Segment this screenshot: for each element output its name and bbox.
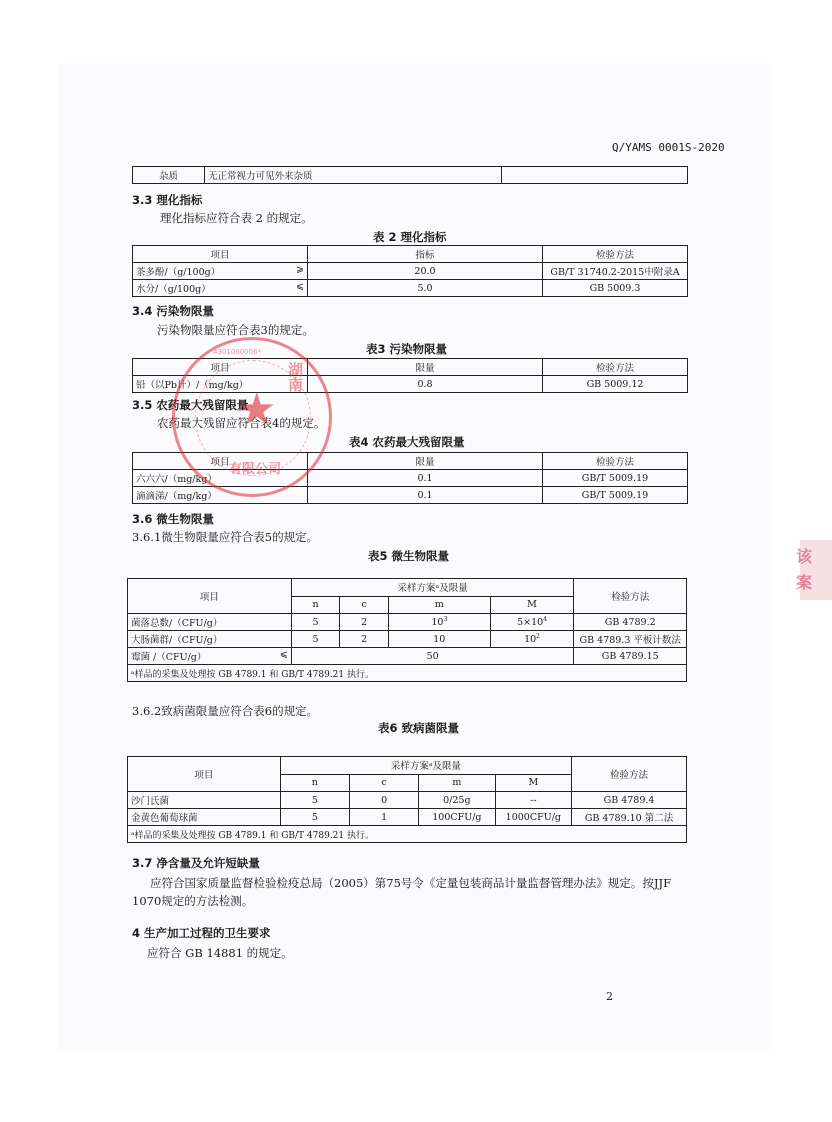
- table-subheader-row: n c m M: [128, 774, 687, 792]
- section-3-5-title: 3.5 农药最大残留限量: [132, 398, 249, 412]
- section-3-6-title: 3.6 微生物限量: [132, 512, 214, 526]
- stamp-text-bottom: 有限公司: [229, 462, 282, 477]
- section-4-text: 应符合 GB 14881 的规定。: [147, 946, 293, 960]
- table-5-caption: 表5 微生物限量: [368, 549, 450, 563]
- table-2-caption: 表 2 理化指标: [373, 230, 447, 244]
- section-3-6-1-text: 3.6.1微生物限量应符合表5的规定。: [132, 530, 319, 544]
- section-3-7-text-line2: 1070规定的方法检测。: [132, 894, 254, 908]
- table-header-row: 项目 采样方案ᵃ及限量 检验方法: [128, 757, 687, 775]
- table-header-row: 项目 限量 检验方法: [133, 359, 688, 376]
- table-row: 大肠菌群/（CFU/g） 5 2 10 $10^2$ GB 4789.3 平板计数法: [128, 631, 687, 648]
- stamp-serial: 4301000006*: [213, 348, 262, 356]
- pesticide-table: [132, 452, 688, 504]
- section-3-6-2-text: 3.6.2致病菌限量应符合表6的规定。: [132, 704, 319, 718]
- table-row: 菌落总数/（CFU/g） 5 2 $10^3$ $5\times 10^4$ GB 4789.2: [128, 614, 687, 631]
- table-note-row: ᵃ样品的采集及处理按 GB 4789.1 和 GB/T 4789.21 执行。: [128, 665, 687, 682]
- table-header-row: 项目 限量 检验方法: [133, 453, 688, 470]
- side-seal-mark: 该 案: [800, 540, 832, 600]
- section-3-4-text: 污染物限量应符合表3的规定。: [157, 323, 314, 337]
- document-id: Q/YAMS 0001S-2020: [612, 141, 725, 154]
- table-6-caption: 表6 致病菌限量: [378, 721, 460, 735]
- table-row: 滴滴涕/（mg/kg） 0.1 GB/T 5009.19: [133, 487, 688, 504]
- impurity-table: [132, 166, 688, 184]
- table-row: 六六六/（mg/kg） 0.1 GB/T 5009.19: [133, 470, 688, 487]
- table-header-row: 项目 指标 检验方法: [133, 246, 688, 263]
- section-4-title: 4 生产加工过程的卫生要求: [132, 926, 271, 940]
- table-3-caption: 表3 污染物限量: [366, 342, 448, 356]
- table-row: 霉菌 /（CFU/g） ⩽ 50 GB 4789.15: [128, 648, 687, 665]
- star-icon: ★: [237, 384, 277, 435]
- stamp-text-top: 湖南: [286, 362, 304, 392]
- table-subheader-row: n c m M: [128, 596, 687, 614]
- table-note-row: ᵃ样品的采集及处理按 GB 4789.1 和 GB/T 4789.21 执行。: [128, 826, 687, 843]
- section-3-7-title: 3.7 净含量及允许短缺量: [132, 856, 260, 870]
- table-row: 沙门氏菌 5 0 0/25g -- GB 4789.4: [128, 792, 687, 809]
- section-3-7-text-line1: 应符合国家质量监督检验检疫总局（2005）第75号令《定量包装商品计量监督管理办法》规定。按JJF: [150, 876, 672, 890]
- table-row: 铅（以Pb计）/（mg/kg） 0.8 GB 5009.12: [133, 376, 688, 393]
- physicochemical-table: [132, 245, 688, 297]
- pathogen-table: [127, 756, 687, 843]
- section-3-3-title: 3.3 理化指标: [132, 193, 203, 207]
- table-4-caption: 表4 农药最大残留限量: [349, 435, 465, 449]
- table-row: 茶多酚/（g/100g） ⩾ 20.0 GB/T 31740.2-2015中附录A: [133, 263, 688, 280]
- table-header-row: 项目 采样方案ᵃ及限量 检验方法: [128, 579, 687, 597]
- microbial-table: [127, 578, 687, 682]
- section-3-5-text: 农药最大残留应符合表4的规定。: [157, 416, 326, 430]
- page-number: 2: [606, 990, 613, 1003]
- section-3-4-title: 3.4 污染物限量: [132, 304, 214, 318]
- table-row: 水分/（g/100g） ⩽ 5.0 GB 5009.3: [133, 280, 688, 297]
- contaminant-table: [132, 358, 688, 393]
- table-row: 杂质 无正常视力可见外来杂质: [133, 167, 688, 184]
- table-row: 金黄色葡萄球菌 5 1 100CFU/g 1000CFU/g GB 4789.10 第二法: [128, 809, 687, 826]
- section-3-3-text: 理化指标应符合表 2 的规定。: [160, 211, 313, 225]
